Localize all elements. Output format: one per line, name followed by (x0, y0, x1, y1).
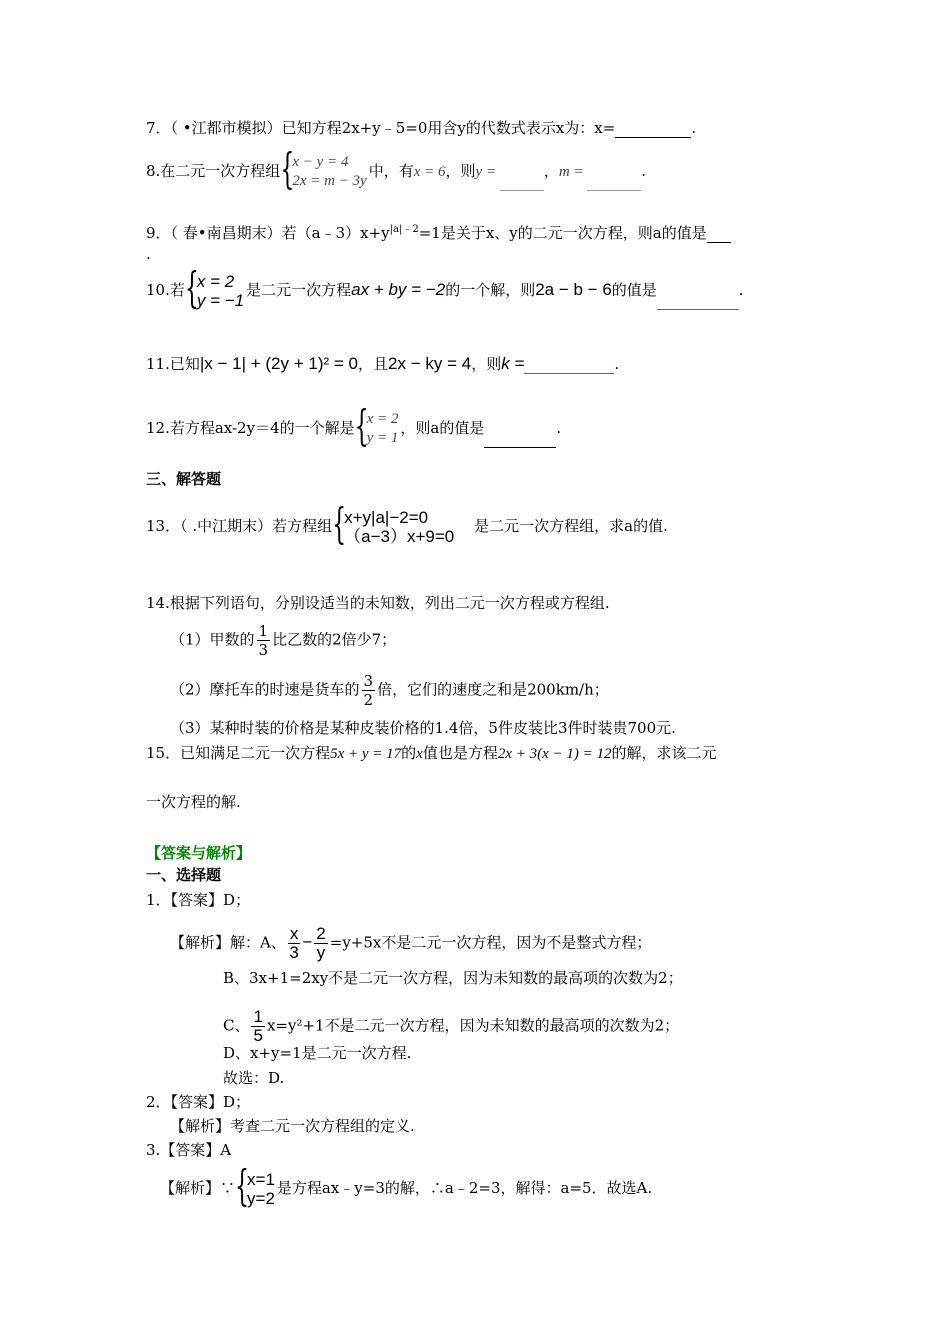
answers-title: 【答案与解析】 (146, 844, 252, 862)
equation-system: { x = 2 y = −1 (187, 272, 244, 310)
fraction: $\frac{x}{3}$ (289, 924, 299, 962)
answer-1-option-c: C、 $\frac{1}{5}$ x=y²+1不是二元一次方程，因为未知数的最高项的次数为2； (223, 1007, 680, 1045)
equation-system: { x=1 y=2 (237, 1170, 275, 1208)
answer-2: 2．【答案】D； (146, 1093, 251, 1111)
question-14: 14.根据下列语句，分别设适当的未知数，列出二元一次方程或方程组. (146, 594, 610, 612)
answer-blank (707, 226, 731, 243)
answer-blank (615, 121, 691, 138)
answer-blank (657, 293, 739, 310)
equation-system: { x = 2 y = 1 (357, 410, 399, 448)
answer-1-option-d: D、x+y=1是二元一次方程. (223, 1044, 412, 1062)
equation-system: { x − y = 4 2x = m − 3y (282, 153, 366, 191)
question-11: 11.已知|x − 1| + (2y + 1)² = 0，且2x − ky = 4，则k = . (146, 354, 620, 373)
question-15-line-2: 一次方程的解. (146, 793, 241, 811)
section-title-3: 三、解答题 (146, 470, 222, 488)
question-10: 10.若 { x = 2 y = −1 是二元一次方程ax + by = −2的一个解，则2a − b − 6的值是 . (146, 272, 744, 310)
answer-1: 1．【答案】D； (146, 891, 251, 909)
question-7: 7．（ •江都市模拟）已知方程2x+y﹣5=0用含y的代数式表示x为：x= . (146, 119, 697, 137)
question-9: 9．（ 春•南昌期末）若$(a﹣3)x+y^{|a|﹣2}=1$是关于x、y的二元一次方程，则a的值是 (146, 220, 731, 243)
fraction: $\frac{1}{3}$ (258, 622, 269, 659)
answer-3-analysis: 【解析】∵ { x=1 y=2 是方程ax﹣y=3的解，∴a﹣2=3，解得：a=5．故选A. (160, 1170, 652, 1208)
answer-1-analysis: 【解析】解：A、 $\frac{x}{3}$ − $\frac{2}{y}$ =y+5x不是二元一次方程，因为不是整式方程； (170, 924, 652, 962)
fraction: $\frac{3}{2}$ (363, 672, 374, 709)
question-14-part-3: （3）某种时装的价格是某种皮装价格的1.4倍，5件皮装比3件时装贵700元. (170, 719, 676, 737)
answer-3: 3.【答案】A (146, 1141, 232, 1159)
answer-2-analysis: 【解析】考查二元一次方程组的定义. (170, 1117, 415, 1135)
question-13: 13．（ .中江期末）若方程组 { x+y|a|−2=0 （a−3）x+9=0 是二元一次方程组，求a的值. (146, 508, 668, 546)
answer-blank (524, 357, 614, 374)
question-12: 12.若方程ax-2y＝4的一个解是 { x = 2 y = 1 ，则a的值是 . (146, 410, 561, 448)
question-9-end: . (146, 245, 151, 263)
answer-blank (484, 431, 556, 448)
answer-1-option-b: B、3x+1=2xy不是二元一次方程，因为未知数的最高项的次数为2； (223, 969, 683, 987)
answer-blank (500, 174, 544, 191)
answer-1-selection: 故选：D. (223, 1069, 285, 1087)
equation-system: { x+y|a|−2=0 （a−3）x+9=0 (334, 508, 456, 546)
fraction: $\frac{1}{5}$ (253, 1007, 263, 1045)
question-8: 8.在二元一次方程组 { x − y = 4 2x = m − 3y 中，有x = 6，则y = ，m = . (146, 153, 646, 191)
answer-blank (587, 174, 641, 191)
question-15: 15．已知满足二元一次方程5x + y = 17的x值也是方程2x + 3(x − 1) = 12的解，求该二元 (146, 744, 717, 762)
section-title-1: 一、选择题 (146, 866, 222, 884)
question-14-part-1: （1）甲数的 $\frac{1}{3}$ 比乙数的2倍少7； (170, 622, 397, 659)
question-14-part-2: （2）摩托车的时速是货车的 $\frac{3}{2}$ 倍，它们的速度之和是200km/h； (170, 672, 609, 709)
fraction: $\frac{2}{y}$ (316, 924, 326, 962)
